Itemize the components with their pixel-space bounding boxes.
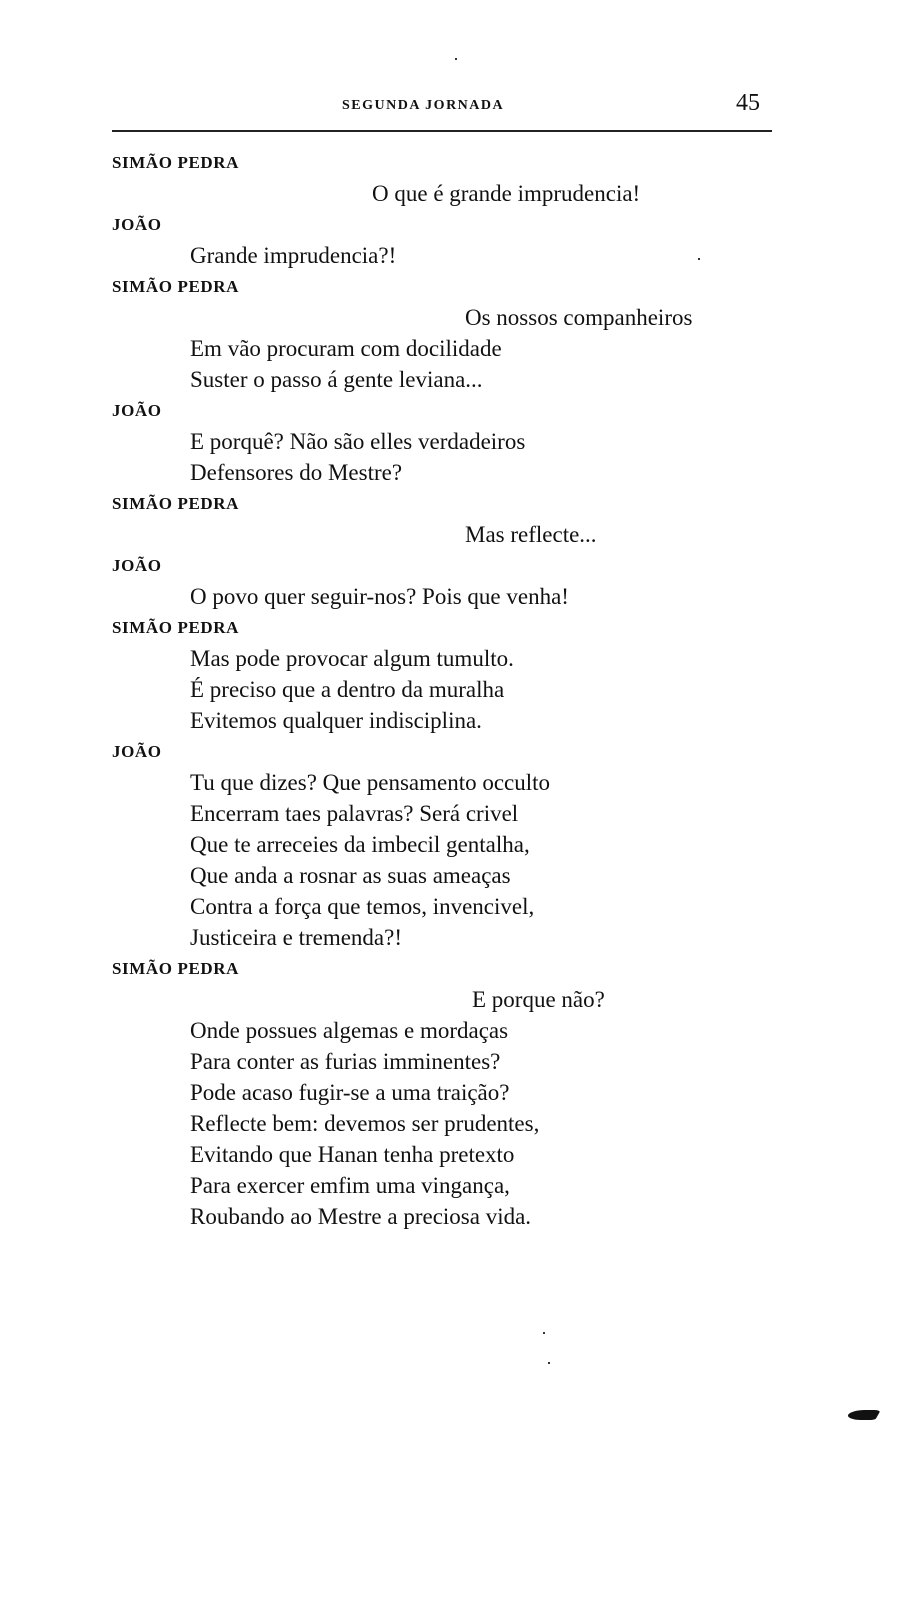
- verse-line: Tu que dizes? Que pensamento occulto: [190, 770, 551, 795]
- speaker-name: JOÃO: [112, 401, 162, 420]
- speaker-name: SIMÃO PEDRA: [112, 153, 240, 172]
- page-header: [112, 88, 772, 132]
- verse-line: Onde possues algemas e mordaças: [190, 1018, 509, 1043]
- speaker-name: JOÃO: [112, 556, 162, 575]
- verse-line: Que te arreceies da imbecil gentalha,: [190, 832, 530, 857]
- verse-line: Contra a força que temos, invencivel,: [190, 894, 535, 919]
- verse-line: Roubando ao Mestre a preciosa vida.: [190, 1204, 532, 1229]
- verse-line: E porque não?: [472, 987, 605, 1012]
- verse-line: Pode acaso fugir-se a uma traição?: [190, 1080, 510, 1105]
- verse-line: Evitando que Hanan tenha pretexto: [190, 1142, 515, 1167]
- speck-mark: [698, 258, 700, 260]
- verse-line: Para exercer emfim uma vingança,: [190, 1173, 510, 1198]
- speck-mark: [455, 58, 457, 60]
- verse-line: Que anda a rosnar as suas ameaças: [190, 863, 511, 888]
- speaker-name: SIMÃO PEDRA: [112, 959, 240, 978]
- speaker-name: SIMÃO PEDRA: [112, 618, 240, 637]
- verse-line: E porquê? Não são elles verdadeiros: [190, 429, 526, 454]
- verse-line: Em vão procuram com docilidade: [190, 336, 502, 361]
- verse-line: Mas reflecte...: [465, 522, 597, 547]
- ink-smudge: [845, 1410, 881, 1420]
- speaker-name: SIMÃO PEDRA: [112, 494, 240, 513]
- running-title: SEGUNDA JORNADA: [342, 98, 505, 113]
- speck-mark: [548, 1362, 550, 1364]
- verse-line: O povo quer seguir-nos? Pois que venha!: [190, 584, 569, 609]
- verse-line: Reflecte bem: devemos ser prudentes,: [190, 1111, 540, 1136]
- play-text: [112, 147, 792, 1232]
- verse-line: Suster o passo á gente leviana...: [190, 367, 483, 392]
- verse-line: Evitemos qualquer indisciplina.: [190, 708, 482, 733]
- verse-line: Para conter as furias imminentes?: [190, 1049, 501, 1074]
- speaker-name: SIMÃO PEDRA: [112, 277, 240, 296]
- speaker-name: JOÃO: [112, 215, 162, 234]
- verse-line: É preciso que a dentro da muralha: [190, 677, 505, 702]
- verse-line: Justiceira e tremenda?!: [190, 925, 402, 950]
- verse-line: Encerram taes palavras? Será crivel: [190, 801, 519, 826]
- verse-line: O que é grande imprudencia!: [372, 181, 641, 206]
- speaker-name: JOÃO: [112, 742, 162, 761]
- speck-mark: [543, 1332, 545, 1334]
- verse-line: Mas pode provocar algum tumulto.: [190, 646, 514, 671]
- verse-line: Grande imprudencia?!: [190, 243, 397, 268]
- page-number: 45: [736, 90, 760, 116]
- verse-line: Defensores do Mestre?: [190, 460, 403, 485]
- verse-line: Os nossos companheiros: [465, 305, 693, 330]
